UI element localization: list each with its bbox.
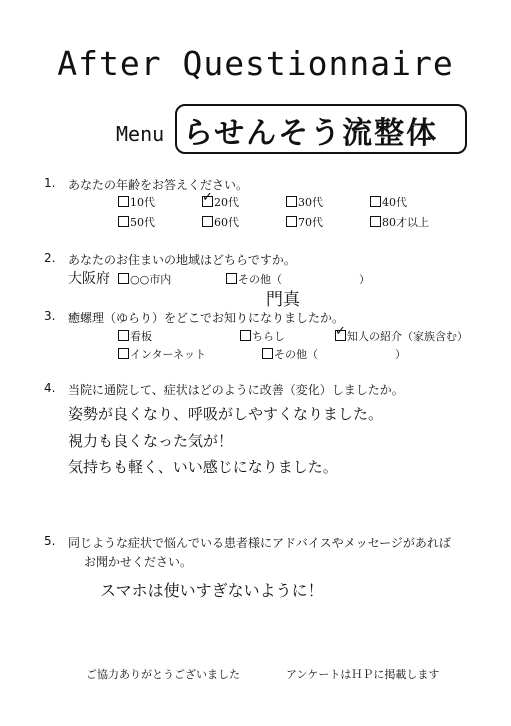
q5-answer: スマホは使いすぎないように！ [100, 581, 324, 600]
checked-checkbox-icon[interactable] [335, 330, 346, 341]
checkbox-icon[interactable] [370, 216, 381, 227]
checkbox-icon[interactable] [118, 196, 129, 207]
q3-number: 3. [44, 309, 56, 323]
q3-option-internet[interactable]: インターネット [118, 346, 206, 362]
q2-number: 2. [44, 251, 56, 265]
q1-option-30s[interactable]: 30代 [286, 194, 323, 210]
q3-option-referral[interactable]: ✓ 知人の紹介（家族含む） [335, 328, 468, 344]
checkbox-icon[interactable] [118, 273, 129, 284]
checkbox-icon[interactable] [118, 348, 129, 359]
menu-value: らせんそう流整体 [183, 116, 439, 151]
q4-answer-line-3: 気持ちも軽く、いい感じになりました。 [68, 458, 338, 476]
q2-handwritten-other: 門真 [266, 290, 300, 310]
checkbox-icon[interactable] [118, 330, 129, 341]
menu-label: Menu [116, 122, 165, 146]
q1-number: 1. [44, 176, 56, 190]
q1-option-80plus[interactable]: 80才以上 [370, 214, 429, 230]
q1-option-60s[interactable]: 60代 [202, 214, 239, 230]
q4-answer-line-1: 姿勢が良くなり、呼吸がしやすくなりました。 [68, 405, 384, 423]
checked-checkbox-icon[interactable] [202, 196, 213, 207]
q1-option-70s[interactable]: 70代 [286, 214, 323, 230]
q2-option-city[interactable]: ○○市内 [118, 271, 171, 287]
q3-question: 癒螺理（ゆらり）をどこでお知りになりましたか。 [68, 311, 345, 325]
q1-option-20s[interactable]: ✓ 20代 [202, 194, 239, 210]
q4-question: 当院に通院して、症状はどのように改善（変化）しましたか。 [68, 383, 404, 397]
q4-answer-line-2: 視力も良くなった気が！ [68, 432, 234, 450]
q5-number: 5. [44, 534, 56, 548]
checkbox-icon[interactable] [286, 196, 297, 207]
q1-option-40s[interactable]: 40代 [370, 194, 407, 210]
footer-thanks: ご協力ありがとうございました [86, 668, 240, 681]
checkbox-icon[interactable] [118, 216, 129, 227]
q5-question-line-2: お聞かせください。 [84, 555, 193, 569]
q2-option-other[interactable]: その他（ ） [226, 271, 370, 287]
checkbox-icon[interactable] [370, 196, 381, 207]
checkbox-icon[interactable] [240, 330, 251, 341]
checkbox-icon[interactable] [226, 273, 237, 284]
q5-question-line-1: 同じような症状で悩んでいる患者様にアドバイスやメッセージがあれば [68, 536, 451, 550]
q3-option-flyer[interactable]: ちらし [240, 328, 285, 344]
q1-question: あなたの年齢をお答えください。 [68, 178, 249, 192]
q4-number: 4. [44, 381, 56, 395]
checkbox-icon[interactable] [202, 216, 213, 227]
q3-option-other[interactable]: その他（ ） [262, 346, 406, 362]
footer-notice: アンケートはＨＰに掲載します [286, 668, 440, 681]
q3-option-signboard[interactable]: 看板 [118, 328, 152, 344]
q2-question: あなたのお住まいの地域はどちらですか。 [68, 253, 296, 267]
page-title: After Questionnaire [57, 44, 454, 83]
checkbox-icon[interactable] [262, 348, 273, 359]
q2-handwritten-prefecture: 大阪府 [68, 271, 110, 287]
q1-option-10s[interactable]: 10代 [118, 194, 155, 210]
checkbox-icon[interactable] [286, 216, 297, 227]
q1-option-50s[interactable]: 50代 [118, 214, 155, 230]
